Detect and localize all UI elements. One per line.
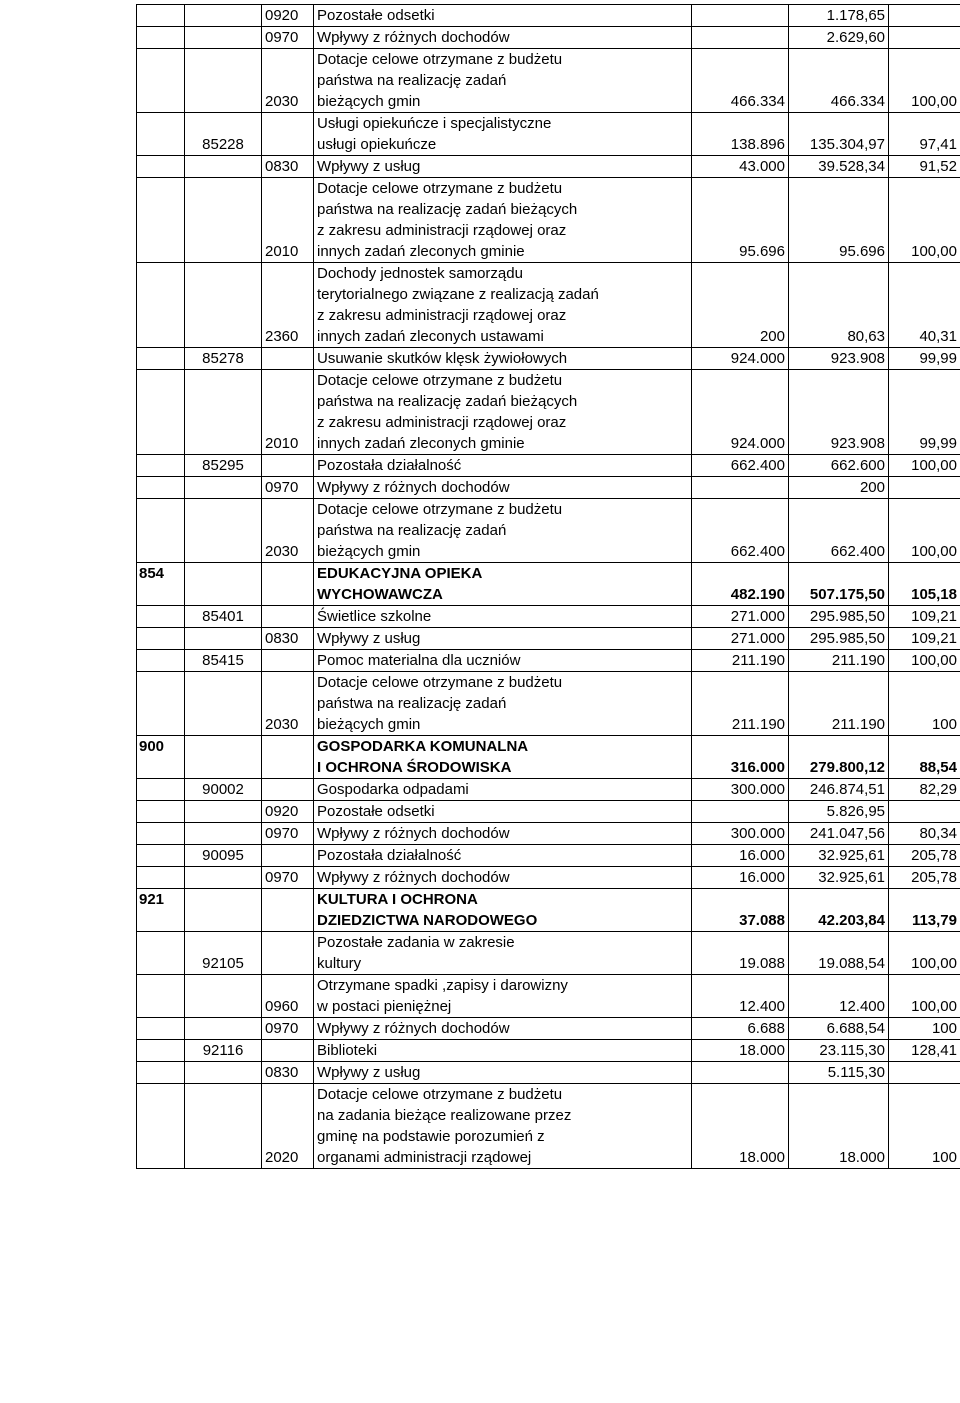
plan-cell bbox=[692, 801, 789, 823]
execution-cell: 19.088,54 bbox=[789, 932, 889, 975]
table-row bbox=[137, 779, 960, 801]
dzial-cell bbox=[137, 178, 185, 263]
plan-cell: 211.190 bbox=[692, 650, 789, 672]
dzial-cell bbox=[137, 499, 185, 563]
plan-cell: 12.400 bbox=[692, 975, 789, 1018]
rozdzial-cell: 90095 bbox=[185, 845, 262, 867]
rozdzial-cell: 85278 bbox=[185, 348, 262, 370]
description-cell: KULTURA I OCHRONA DZIEDZICTWA NARODOWEGO bbox=[314, 889, 692, 932]
table-row bbox=[137, 932, 960, 975]
percent-cell: 82,29 bbox=[889, 779, 960, 801]
rozdzial-cell bbox=[185, 370, 262, 455]
plan-cell: 200 bbox=[692, 263, 789, 348]
execution-cell: 241.047,56 bbox=[789, 823, 889, 845]
description-cell: Wpływy z różnych dochodów bbox=[314, 1018, 692, 1040]
dzial-cell bbox=[137, 348, 185, 370]
description-cell: Pozostałe odsetki bbox=[314, 801, 692, 823]
rozdzial-cell: 85401 bbox=[185, 606, 262, 628]
description-cell: Wpływy z usług bbox=[314, 156, 692, 178]
dzial-cell bbox=[137, 1062, 185, 1084]
percent-cell bbox=[889, 1062, 960, 1084]
paragraf-cell bbox=[262, 889, 314, 932]
execution-cell: 32.925,61 bbox=[789, 867, 889, 889]
percent-cell: 88,54 bbox=[889, 736, 960, 779]
paragraf-cell bbox=[262, 563, 314, 606]
percent-cell: 100,00 bbox=[889, 932, 960, 975]
plan-cell: 18.000 bbox=[692, 1040, 789, 1062]
plan-cell: 43.000 bbox=[692, 156, 789, 178]
description-cell: Dotacje celowe otrzymane z budżetu państwa na realizację zadań bieżących gmin bbox=[314, 499, 692, 563]
description-cell: Pozostała działalność bbox=[314, 455, 692, 477]
percent-cell: 97,41 bbox=[889, 113, 960, 156]
execution-cell: 32.925,61 bbox=[789, 845, 889, 867]
execution-cell: 662.400 bbox=[789, 499, 889, 563]
dzial-cell bbox=[137, 801, 185, 823]
description-cell: Dotacje celowe otrzymane z budżetu państwa na realizację zadań bieżących z zakresu administracji rządowej oraz innych zadań zleconych gminie bbox=[314, 370, 692, 455]
rozdzial-cell: 92105 bbox=[185, 932, 262, 975]
paragraf-cell: 0960 bbox=[262, 975, 314, 1018]
dzial-cell bbox=[137, 867, 185, 889]
plan-cell: 271.000 bbox=[692, 628, 789, 650]
execution-cell: 6.688,54 bbox=[789, 1018, 889, 1040]
dzial-cell bbox=[137, 650, 185, 672]
execution-cell: 211.190 bbox=[789, 650, 889, 672]
rozdzial-cell: 85415 bbox=[185, 650, 262, 672]
description-cell: Pozostałe odsetki bbox=[314, 5, 692, 27]
rozdzial-cell bbox=[185, 628, 262, 650]
execution-cell: 5.115,30 bbox=[789, 1062, 889, 1084]
paragraf-cell bbox=[262, 932, 314, 975]
description-cell: Otrzymane spadki ,zapisy i darowizny w postaci pieniężnej bbox=[314, 975, 692, 1018]
paragraf-cell: 0830 bbox=[262, 156, 314, 178]
description-cell: Dotacje celowe otrzymane z budżetu państwa na realizację zadań bieżących gmin bbox=[314, 672, 692, 736]
execution-cell: 39.528,34 bbox=[789, 156, 889, 178]
paragraf-cell bbox=[262, 606, 314, 628]
plan-cell: 924.000 bbox=[692, 370, 789, 455]
execution-cell: 662.600 bbox=[789, 455, 889, 477]
table-row bbox=[137, 178, 960, 263]
description-cell: Usługi opiekuńcze i specjalistyczne usługi opiekuńcze bbox=[314, 113, 692, 156]
description-cell: Gospodarka odpadami bbox=[314, 779, 692, 801]
execution-cell: 211.190 bbox=[789, 672, 889, 736]
rozdzial-cell bbox=[185, 736, 262, 779]
execution-cell: 923.908 bbox=[789, 348, 889, 370]
paragraf-cell bbox=[262, 779, 314, 801]
table-row bbox=[137, 606, 960, 628]
percent-cell: 205,78 bbox=[889, 845, 960, 867]
table-row bbox=[137, 49, 960, 113]
execution-cell: 18.000 bbox=[789, 1084, 889, 1169]
table-row bbox=[137, 1018, 960, 1040]
rozdzial-cell bbox=[185, 499, 262, 563]
plan-cell: 662.400 bbox=[692, 455, 789, 477]
paragraf-cell: 2030 bbox=[262, 672, 314, 736]
rozdzial-cell bbox=[185, 156, 262, 178]
table-row bbox=[137, 370, 960, 455]
dzial-cell bbox=[137, 113, 185, 156]
percent-cell: 80,34 bbox=[889, 823, 960, 845]
table-row bbox=[137, 650, 960, 672]
percent-cell bbox=[889, 27, 960, 49]
table-row bbox=[137, 348, 960, 370]
paragraf-cell: 2010 bbox=[262, 178, 314, 263]
rozdzial-cell bbox=[185, 1084, 262, 1169]
table-row bbox=[137, 499, 960, 563]
execution-cell: 295.985,50 bbox=[789, 628, 889, 650]
table-row bbox=[137, 845, 960, 867]
rozdzial-cell bbox=[185, 563, 262, 606]
dzial-cell bbox=[137, 628, 185, 650]
execution-cell: 507.175,50 bbox=[789, 563, 889, 606]
percent-cell: 99,99 bbox=[889, 370, 960, 455]
dzial-cell bbox=[137, 156, 185, 178]
budget-table bbox=[136, 4, 960, 1169]
table-row bbox=[137, 563, 960, 606]
dzial-cell: 900 bbox=[137, 736, 185, 779]
budget-table-body bbox=[137, 5, 960, 1169]
description-cell: Wpływy z różnych dochodów bbox=[314, 27, 692, 49]
percent-cell: 100 bbox=[889, 672, 960, 736]
percent-cell: 100 bbox=[889, 1084, 960, 1169]
percent-cell: 40,31 bbox=[889, 263, 960, 348]
description-cell: Dochody jednostek samorządu terytorialnego związane z realizacją zadań z zakresu administracji rządowej oraz innych zadań zleconych ustawami bbox=[314, 263, 692, 348]
dzial-cell bbox=[137, 455, 185, 477]
plan-cell: 300.000 bbox=[692, 779, 789, 801]
table-row bbox=[137, 736, 960, 779]
plan-cell: 466.334 bbox=[692, 49, 789, 113]
rozdzial-cell: 92116 bbox=[185, 1040, 262, 1062]
table-row bbox=[137, 1040, 960, 1062]
dzial-cell bbox=[137, 672, 185, 736]
plan-cell: 271.000 bbox=[692, 606, 789, 628]
percent-cell: 109,21 bbox=[889, 628, 960, 650]
plan-cell: 662.400 bbox=[692, 499, 789, 563]
percent-cell: 128,41 bbox=[889, 1040, 960, 1062]
description-cell: Biblioteki bbox=[314, 1040, 692, 1062]
rozdzial-cell bbox=[185, 27, 262, 49]
table-row bbox=[137, 889, 960, 932]
description-cell: Pozostałe zadania w zakresie kultury bbox=[314, 932, 692, 975]
paragraf-cell: 0970 bbox=[262, 823, 314, 845]
rozdzial-cell bbox=[185, 889, 262, 932]
dzial-cell bbox=[137, 1018, 185, 1040]
percent-cell: 100,00 bbox=[889, 650, 960, 672]
paragraf-cell bbox=[262, 650, 314, 672]
plan-cell: 6.688 bbox=[692, 1018, 789, 1040]
dzial-cell bbox=[137, 1040, 185, 1062]
description-cell: Usuwanie skutków klęsk żywiołowych bbox=[314, 348, 692, 370]
dzial-cell bbox=[137, 1084, 185, 1169]
description-cell: EDUKACYJNA OPIEKA WYCHOWAWCZA bbox=[314, 563, 692, 606]
plan-cell: 18.000 bbox=[692, 1084, 789, 1169]
rozdzial-cell: 85228 bbox=[185, 113, 262, 156]
plan-cell: 211.190 bbox=[692, 672, 789, 736]
plan-cell: 16.000 bbox=[692, 845, 789, 867]
percent-cell: 100,00 bbox=[889, 975, 960, 1018]
execution-cell: 279.800,12 bbox=[789, 736, 889, 779]
execution-cell: 200 bbox=[789, 477, 889, 499]
paragraf-cell: 0830 bbox=[262, 628, 314, 650]
rozdzial-cell bbox=[185, 1018, 262, 1040]
percent-cell bbox=[889, 801, 960, 823]
plan-cell: 95.696 bbox=[692, 178, 789, 263]
rozdzial-cell: 90002 bbox=[185, 779, 262, 801]
plan-cell: 37.088 bbox=[692, 889, 789, 932]
rozdzial-cell bbox=[185, 867, 262, 889]
execution-cell: 2.629,60 bbox=[789, 27, 889, 49]
dzial-cell bbox=[137, 932, 185, 975]
paragraf-cell: 0920 bbox=[262, 5, 314, 27]
dzial-cell bbox=[137, 49, 185, 113]
paragraf-cell: 2010 bbox=[262, 370, 314, 455]
paragraf-cell: 2030 bbox=[262, 499, 314, 563]
description-cell: Dotacje celowe otrzymane z budżetu państwa na realizację zadań bieżących z zakresu administracji rządowej oraz innych zadań zleconych gminie bbox=[314, 178, 692, 263]
description-cell: Pomoc materialna dla uczniów bbox=[314, 650, 692, 672]
table-row bbox=[137, 156, 960, 178]
paragraf-cell: 0970 bbox=[262, 477, 314, 499]
plan-cell bbox=[692, 477, 789, 499]
table-row bbox=[137, 1062, 960, 1084]
plan-cell: 138.896 bbox=[692, 113, 789, 156]
dzial-cell bbox=[137, 845, 185, 867]
description-cell: GOSPODARKA KOMUNALNA I OCHRONA ŚRODOWISKA bbox=[314, 736, 692, 779]
plan-cell bbox=[692, 5, 789, 27]
table-row bbox=[137, 1084, 960, 1169]
percent-cell bbox=[889, 5, 960, 27]
dzial-cell bbox=[137, 779, 185, 801]
rozdzial-cell bbox=[185, 5, 262, 27]
table-row bbox=[137, 455, 960, 477]
dzial-cell: 854 bbox=[137, 563, 185, 606]
paragraf-cell bbox=[262, 1040, 314, 1062]
table-row bbox=[137, 975, 960, 1018]
percent-cell: 100,00 bbox=[889, 49, 960, 113]
description-cell: Pozostała działalność bbox=[314, 845, 692, 867]
table-row bbox=[137, 5, 960, 27]
percent-cell: 99,99 bbox=[889, 348, 960, 370]
execution-cell: 295.985,50 bbox=[789, 606, 889, 628]
dzial-cell bbox=[137, 477, 185, 499]
table-row bbox=[137, 263, 960, 348]
plan-cell: 316.000 bbox=[692, 736, 789, 779]
execution-cell: 5.826,95 bbox=[789, 801, 889, 823]
plan-cell bbox=[692, 27, 789, 49]
dzial-cell bbox=[137, 27, 185, 49]
description-cell: Wpływy z różnych dochodów bbox=[314, 867, 692, 889]
paragraf-cell: 0830 bbox=[262, 1062, 314, 1084]
table-row bbox=[137, 27, 960, 49]
dzial-cell bbox=[137, 5, 185, 27]
rozdzial-cell bbox=[185, 49, 262, 113]
description-cell: Wpływy z różnych dochodów bbox=[314, 477, 692, 499]
rozdzial-cell bbox=[185, 823, 262, 845]
dzial-cell bbox=[137, 975, 185, 1018]
plan-cell: 482.190 bbox=[692, 563, 789, 606]
execution-cell: 923.908 bbox=[789, 370, 889, 455]
execution-cell: 135.304,97 bbox=[789, 113, 889, 156]
percent-cell bbox=[889, 477, 960, 499]
plan-cell: 16.000 bbox=[692, 867, 789, 889]
dzial-cell bbox=[137, 823, 185, 845]
execution-cell: 246.874,51 bbox=[789, 779, 889, 801]
paragraf-cell: 0970 bbox=[262, 1018, 314, 1040]
execution-cell: 80,63 bbox=[789, 263, 889, 348]
percent-cell: 100,00 bbox=[889, 499, 960, 563]
paragraf-cell bbox=[262, 455, 314, 477]
dzial-cell: 921 bbox=[137, 889, 185, 932]
description-cell: Wpływy z różnych dochodów bbox=[314, 823, 692, 845]
table-row bbox=[137, 823, 960, 845]
percent-cell: 205,78 bbox=[889, 867, 960, 889]
percent-cell: 100,00 bbox=[889, 455, 960, 477]
percent-cell: 109,21 bbox=[889, 606, 960, 628]
plan-cell: 924.000 bbox=[692, 348, 789, 370]
rozdzial-cell bbox=[185, 975, 262, 1018]
dzial-cell bbox=[137, 370, 185, 455]
plan-cell bbox=[692, 1062, 789, 1084]
description-cell: Wpływy z usług bbox=[314, 628, 692, 650]
table-row bbox=[137, 113, 960, 156]
percent-cell: 100 bbox=[889, 1018, 960, 1040]
description-cell: Wpływy z usług bbox=[314, 1062, 692, 1084]
paragraf-cell: 2020 bbox=[262, 1084, 314, 1169]
rozdzial-cell bbox=[185, 672, 262, 736]
execution-cell: 95.696 bbox=[789, 178, 889, 263]
execution-cell: 12.400 bbox=[789, 975, 889, 1018]
rozdzial-cell bbox=[185, 1062, 262, 1084]
paragraf-cell: 0920 bbox=[262, 801, 314, 823]
description-cell: Świetlice szkolne bbox=[314, 606, 692, 628]
paragraf-cell: 0970 bbox=[262, 27, 314, 49]
percent-cell: 91,52 bbox=[889, 156, 960, 178]
percent-cell: 113,79 bbox=[889, 889, 960, 932]
paragraf-cell: 2360 bbox=[262, 263, 314, 348]
paragraf-cell bbox=[262, 736, 314, 779]
dzial-cell bbox=[137, 263, 185, 348]
percent-cell: 105,18 bbox=[889, 563, 960, 606]
rozdzial-cell bbox=[185, 477, 262, 499]
execution-cell: 42.203,84 bbox=[789, 889, 889, 932]
table-row bbox=[137, 477, 960, 499]
execution-cell: 466.334 bbox=[789, 49, 889, 113]
table-row bbox=[137, 801, 960, 823]
rozdzial-cell bbox=[185, 801, 262, 823]
table-row bbox=[137, 867, 960, 889]
table-row bbox=[137, 672, 960, 736]
paragraf-cell bbox=[262, 348, 314, 370]
percent-cell: 100,00 bbox=[889, 178, 960, 263]
execution-cell: 1.178,65 bbox=[789, 5, 889, 27]
paragraf-cell: 2030 bbox=[262, 49, 314, 113]
plan-cell: 300.000 bbox=[692, 823, 789, 845]
description-cell: Dotacje celowe otrzymane z budżetu państwa na realizację zadań bieżących gmin bbox=[314, 49, 692, 113]
table-row bbox=[137, 628, 960, 650]
rozdzial-cell bbox=[185, 263, 262, 348]
paragraf-cell: 0970 bbox=[262, 867, 314, 889]
paragraf-cell bbox=[262, 113, 314, 156]
rozdzial-cell bbox=[185, 178, 262, 263]
description-cell: Dotacje celowe otrzymane z budżetu na zadania bieżące realizowane przez gminę na podstawie porozumień z organami administracji rządowej bbox=[314, 1084, 692, 1169]
paragraf-cell bbox=[262, 845, 314, 867]
plan-cell: 19.088 bbox=[692, 932, 789, 975]
dzial-cell bbox=[137, 606, 185, 628]
execution-cell: 23.115,30 bbox=[789, 1040, 889, 1062]
rozdzial-cell: 85295 bbox=[185, 455, 262, 477]
